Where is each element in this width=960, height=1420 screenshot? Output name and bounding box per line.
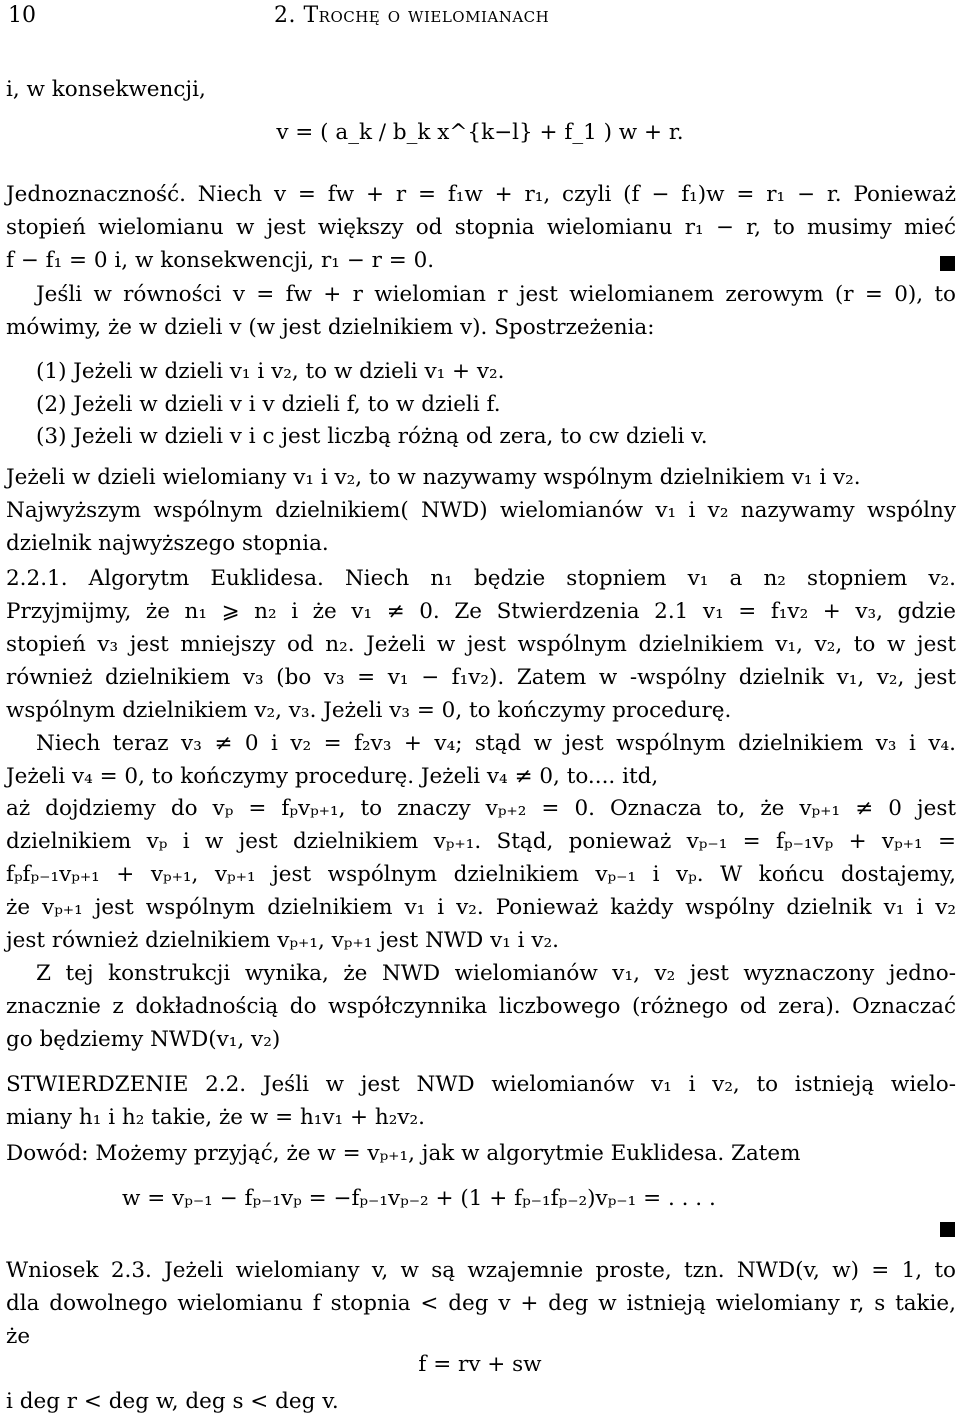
text-line: Jeśli w równości v = fw + r wielomian r jest wielomianem zerowym (r = 0), to bbox=[36, 282, 956, 307]
text-line: Z tej konstrukcji wynika, że NWD wielomianów v₁, v₂ jest wyznaczony jedno- bbox=[36, 961, 956, 986]
text-line: mówimy, że w dzieli v (w jest dzielnikiem v). Spostrzeżenia: bbox=[6, 315, 655, 340]
display-equation: v = ( a_k / b_k x^{k−l} + f_1 ) w + r. bbox=[276, 120, 684, 145]
page-number: 10 bbox=[8, 3, 36, 28]
corollary-line: że bbox=[6, 1324, 31, 1349]
text-line: i, w konsekwencji, bbox=[6, 77, 206, 102]
qed-square-icon bbox=[940, 256, 955, 271]
text-line: stopień v₃ jest mniejszy od n₂. Jeżeli w jest wspólnym dzielnikiem v₁, v₂, to w jest bbox=[6, 632, 956, 657]
text-line: Najwyższym wspólnym dzielnikiem( NWD) wielomianów v₁ i v₂ nazywamy wspólny bbox=[6, 498, 956, 523]
text-line: znacznie z dokładnością do współczynnika liczbowego (różnego od zera). Oznaczać bbox=[6, 994, 956, 1019]
text-line: aż dojdziemy do vₚ = fₚvₚ₊₁, to znaczy vₚ₊₂ = 0. Oznacza to, że vₚ₊₁ ≠ 0 jest bbox=[6, 796, 956, 821]
text-line: jest również dzielnikiem vₚ₊₁, vₚ₊₁ jest NWD v₁ i v₂. bbox=[6, 928, 559, 953]
list-item: (2) Jeżeli w dzieli v i v dzieli f, to w dzieli f. bbox=[36, 392, 501, 417]
text-line: Niech teraz v₃ ≠ 0 i v₂ = f₂v₃ + v₄; stąd w jest wspólnym dzielnikiem v₃ i v₄. bbox=[36, 731, 956, 756]
section-heading-line: 2.2.1. Algorytm Euklidesa. Niech n₁ będzie stopniem v₁ a n₂ stopniem v₂. bbox=[6, 566, 956, 591]
text-line: Jeżeli w dzieli wielomiany v₁ i v₂, to w nazywamy wspólnym dzielnikiem v₁ i v₂. bbox=[6, 465, 861, 490]
proposition-line: STWIERDZENIE 2.2. Jeśli w jest NWD wielomianów v₁ i v₂, to istnieją wielo- bbox=[6, 1072, 956, 1097]
text-line: dzielnikiem vₚ i w jest dzielnikiem vₚ₊₁. Stąd, ponieważ vₚ₋₁ = fₚ₋₁vₚ + vₚ₊₁ = bbox=[6, 829, 956, 854]
list-item: (1) Jeżeli w dzieli v₁ i v₂, to w dzieli v₁ + v₂. bbox=[36, 359, 505, 384]
display-equation: w = vₚ₋₁ − fₚ₋₁vₚ = −fₚ₋₁vₚ₋₂ + (1 + fₚ₋₁fₚ₋₂)vₚ₋₁ = . . . . bbox=[122, 1186, 716, 1211]
corollary-line: dla dowolnego wielomianu f stopnia < deg v + deg w istnieją wielomiany r, s takie, bbox=[6, 1291, 956, 1316]
text-line: i deg r < deg w, deg s < deg v. bbox=[6, 1389, 339, 1414]
text-line: stopień wielomianu w jest większy od stopnia wielomianu r₁ − r, to musimy mieć bbox=[6, 215, 956, 240]
text-line: Przyjmijmy, że n₁ ⩾ n₂ i że v₁ ≠ 0. Ze Stwierdzenia 2.1 v₁ = f₁v₂ + v₃, gdzie bbox=[6, 599, 956, 624]
text-line: Jeżeli v₄ = 0, to kończymy procedurę. Jeżeli v₄ ≠ 0, to.... itd, bbox=[6, 764, 659, 789]
proposition-line: miany h₁ i h₂ takie, że w = h₁v₁ + h₂v₂. bbox=[6, 1105, 425, 1130]
running-header: 2. Trochę o wielomianach bbox=[274, 3, 550, 28]
text-line: go będziemy NWD(v₁, v₂) bbox=[6, 1027, 281, 1052]
list-item: (3) Jeżeli w dzieli v i c jest liczbą różną od zera, to cw dzieli v. bbox=[36, 424, 708, 449]
text-line: również dzielnikiem v₃ (bo v₃ = v₁ − f₁v₂). Zatem w -wspólny dzielnik v₁, v₂, jest bbox=[6, 665, 956, 690]
text-line: fₚfₚ₋₁vₚ₊₁ + vₚ₊₁, vₚ₊₁ jest wspólnym dzielnikiem vₚ₋₁ i vₚ. W końcu dostajemy, bbox=[6, 862, 956, 887]
display-equation: f = rv + sw bbox=[418, 1352, 542, 1377]
corollary-line: Wniosek 2.3. Jeżeli wielomiany v, w są wzajemnie proste, tzn. NWD(v, w) = 1, to bbox=[6, 1258, 956, 1283]
qed-square-icon bbox=[940, 1222, 955, 1237]
text-line: że vₚ₊₁ jest wspólnym dzielnikiem v₁ i v₂. Ponieważ każdy wspólny dzielnik v₁ i v₂ bbox=[6, 895, 956, 920]
text-line: f − f₁ = 0 i, w konsekwencji, r₁ − r = 0. bbox=[6, 248, 435, 273]
text-line: Jednoznaczność. Niech v = fw + r = f₁w + r₁, czyli (f − f₁)w = r₁ − r. Ponieważ bbox=[6, 182, 956, 207]
text-line: wspólnym dzielnikiem v₂, v₃. Jeżeli v₃ = 0, to kończymy procedurę. bbox=[6, 698, 732, 723]
text-line: dzielnik najwyższego stopnia. bbox=[6, 531, 329, 556]
proof-line: Dowód: Możemy przyjąć, że w = vₚ₊₁, jak w algorytmie Euklidesa. Zatem bbox=[6, 1141, 801, 1166]
